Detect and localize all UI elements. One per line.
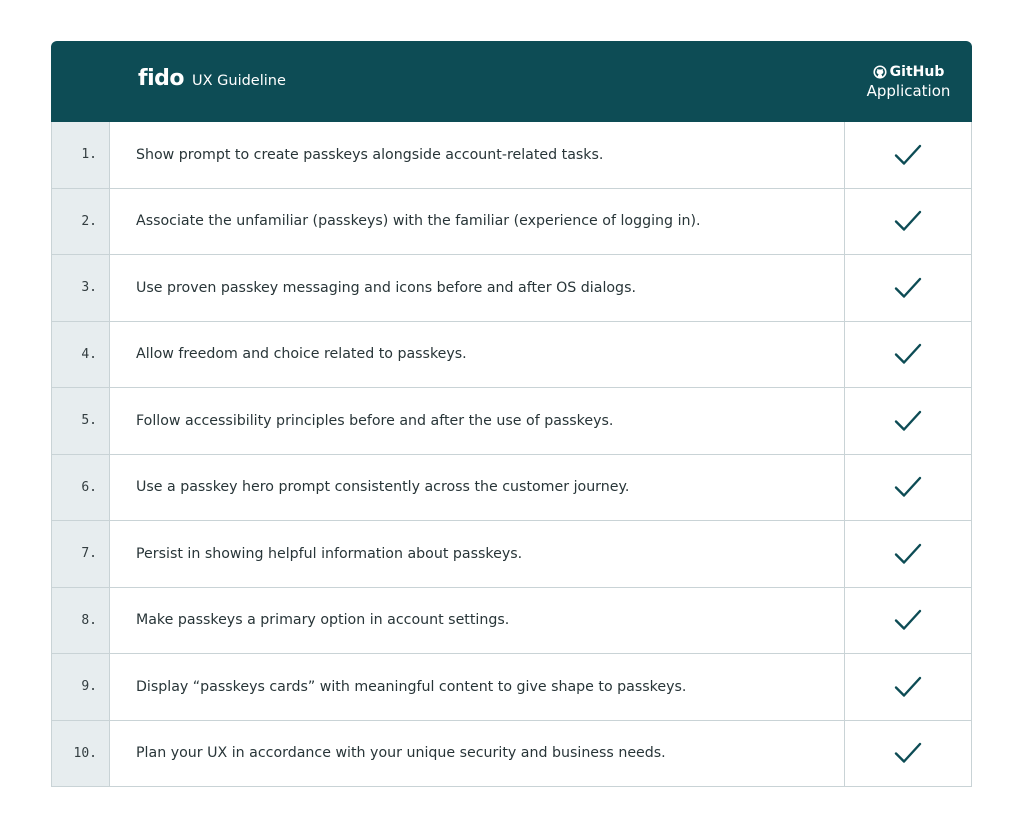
table-row: [51, 388, 972, 455]
github-check-cell: [845, 322, 972, 388]
guideline-text: Associate the unfamiliar (passkeys) with the familiar (experience of logging in).: [110, 189, 845, 255]
guideline-table: [51, 41, 972, 787]
table-row: [51, 322, 972, 389]
guideline-title: UX Guideline: [191, 73, 286, 89]
github-check-cell: [845, 122, 972, 188]
row-number: 3.: [51, 255, 110, 321]
row-number: 4.: [51, 322, 110, 388]
github-check-cell: [845, 721, 972, 787]
github-check-cell: [845, 255, 972, 321]
table-row: [51, 654, 972, 721]
guideline-text: Plan your UX in accordance with your unique security and business needs.: [110, 721, 845, 787]
github-check-cell: [845, 189, 972, 255]
github-check-cell: [845, 654, 972, 720]
table-row: [51, 588, 972, 655]
github-label: [845, 63, 972, 81]
row-number: 1.: [51, 122, 110, 188]
guideline-text: Allow freedom and choice related to passkeys.: [110, 322, 845, 388]
table-body: [51, 122, 972, 787]
guideline-text: Make passkeys a primary option in account settings.: [110, 588, 845, 654]
table-header: [51, 41, 972, 122]
guideline-text: Use a passkey hero prompt consistently across the customer journey.: [110, 455, 845, 521]
github-wordmark: GitHub: [889, 64, 945, 80]
fido-logo: fido: [138, 66, 184, 91]
checkmark-icon: [893, 342, 923, 366]
table-row: [51, 521, 972, 588]
row-number: 10.: [51, 721, 110, 787]
checkmark-icon: [893, 608, 923, 632]
github-check-cell: [845, 588, 972, 654]
row-number: 2.: [51, 189, 110, 255]
row-number: 6.: [51, 455, 110, 521]
checkmark-icon: [893, 675, 923, 699]
application-column-header: [845, 63, 972, 102]
guideline-text: Use proven passkey messaging and icons before and after OS dialogs.: [110, 255, 845, 321]
row-number: 8.: [51, 588, 110, 654]
table-row: [51, 122, 972, 189]
guideline-text: Display “passkeys cards” with meaningful content to give shape to passkeys.: [110, 654, 845, 720]
checkmark-icon: [893, 475, 923, 499]
application-label: Application: [866, 82, 951, 100]
guideline-text: Show prompt to create passkeys alongside account-related tasks.: [110, 122, 845, 188]
checkmark-icon: [893, 409, 923, 433]
row-number: 9.: [51, 654, 110, 720]
github-check-cell: [845, 388, 972, 454]
table-row: [51, 455, 972, 522]
table-row: [51, 189, 972, 256]
checkmark-icon: [893, 209, 923, 233]
guideline-text: Follow accessibility principles before and after the use of passkeys.: [110, 388, 845, 454]
checkmark-icon: [893, 741, 923, 765]
checkmark-icon: [893, 276, 923, 300]
guideline-text: Persist in showing helpful information about passkeys.: [110, 521, 845, 587]
github-check-cell: [845, 521, 972, 587]
row-number: 7.: [51, 521, 110, 587]
header-brand: [138, 68, 286, 90]
checkmark-icon: [893, 542, 923, 566]
row-number: 5.: [51, 388, 110, 454]
table-row: [51, 255, 972, 322]
github-icon: [873, 65, 887, 79]
checkmark-icon: [893, 143, 923, 167]
table-row: [51, 721, 972, 788]
github-check-cell: [845, 455, 972, 521]
